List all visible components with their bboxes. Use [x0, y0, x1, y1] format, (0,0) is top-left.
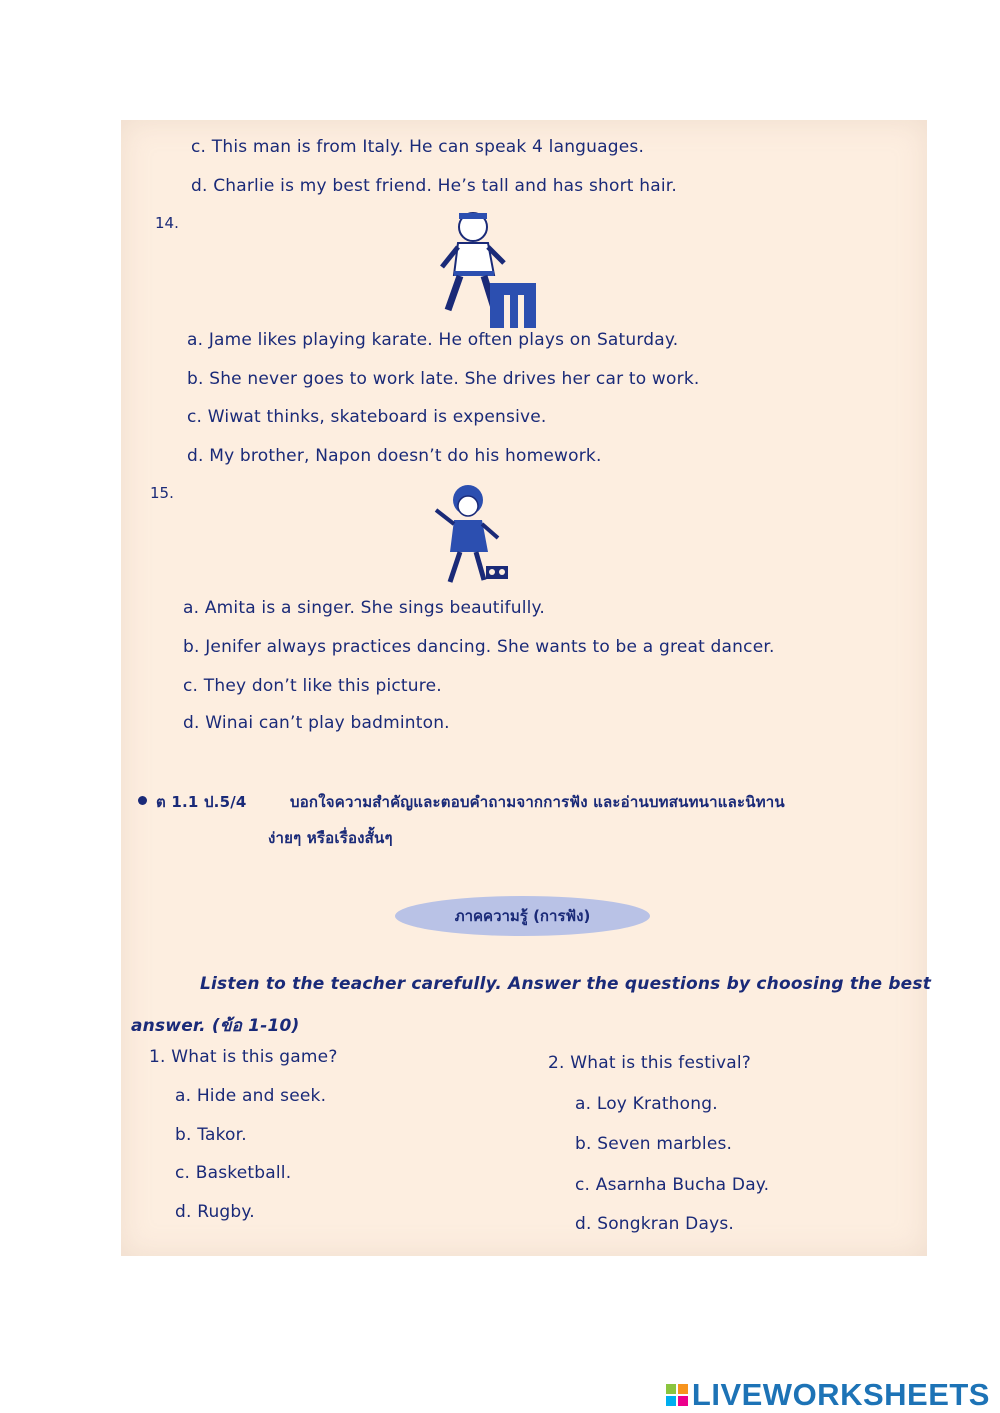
q13-option-d: d. Charlie is my best friend. He’s tall and has short hair.: [191, 176, 677, 196]
liveworksheets-logo-text: LIVEWORKSHEETS: [691, 1377, 990, 1412]
q1-option-a: a. Hide and seek.: [175, 1086, 327, 1106]
instructions-line1: Listen to the teacher carefully. Answer the questions by choosing the best: [200, 974, 932, 994]
q2-option-a: a. Loy Krathong.: [575, 1094, 718, 1114]
q2-option-d: d. Songkran Days.: [575, 1214, 735, 1234]
q14-option-c: c. Wiwat thinks, skateboard is expensive.: [187, 407, 547, 427]
section-title-listening: [395, 896, 650, 936]
q15-option-a: a. Amita is a singer. She sings beautifully.: [183, 598, 545, 618]
section-title-text: ภาคความรู้ (การฟัง): [454, 907, 591, 925]
liveworksheets-logo-icon: [666, 1384, 688, 1406]
karate-boy-illustration: [428, 205, 538, 330]
q2-question: 2. What is this festival?: [548, 1053, 752, 1073]
dancing-girl-illustration: [428, 480, 518, 590]
q2-option-c: c. Asarnha Bucha Day.: [575, 1175, 770, 1195]
standard-description-line1: บอกใจความสำคัญและตอบคำถามจากการฟัง และอ่านบทสนทนาและนิทาน: [290, 793, 785, 811]
logo-square-blue: [666, 1396, 676, 1406]
standard-description-line2: ง่ายๆ หรือเรื่องสั้นๆ: [268, 829, 393, 847]
q1-option-d: d. Rugby.: [175, 1202, 255, 1222]
q15-option-d: d. Winai can’t play badminton.: [183, 713, 450, 733]
q1-question: 1. What is this game?: [149, 1047, 338, 1067]
q1-option-b: b. Takor.: [175, 1125, 247, 1145]
q14-option-b: b. She never goes to work late. She drives her car to work.: [187, 369, 700, 389]
q2-option-b: b. Seven marbles.: [575, 1134, 733, 1154]
liveworksheets-logo[interactable]: [666, 1378, 990, 1412]
q15-number: 15.: [150, 484, 174, 502]
q13-option-c: c. This man is from Italy. He can speak 4 languages.: [191, 137, 645, 157]
logo-square-pink: [678, 1396, 688, 1406]
logo-square-orange: [678, 1384, 688, 1394]
instructions-line2: answer. (ข้อ 1-10): [131, 1016, 300, 1036]
bullet-icon: [138, 796, 147, 805]
q15-option-c: c. They don’t like this picture.: [183, 676, 442, 696]
q14-number: 14.: [155, 214, 179, 232]
q15-option-b: b. Jenifer always practices dancing. She wants to be a great dancer.: [183, 637, 775, 657]
q14-option-d: d. My brother, Napon doesn’t do his homework.: [187, 446, 602, 466]
standard-code: ต 1.1 ป.5/4: [156, 793, 247, 811]
q14-option-a: a. Jame likes playing karate. He often plays on Saturday.: [187, 330, 679, 350]
logo-square-green: [666, 1384, 676, 1394]
q1-option-c: c. Basketball.: [175, 1163, 292, 1183]
